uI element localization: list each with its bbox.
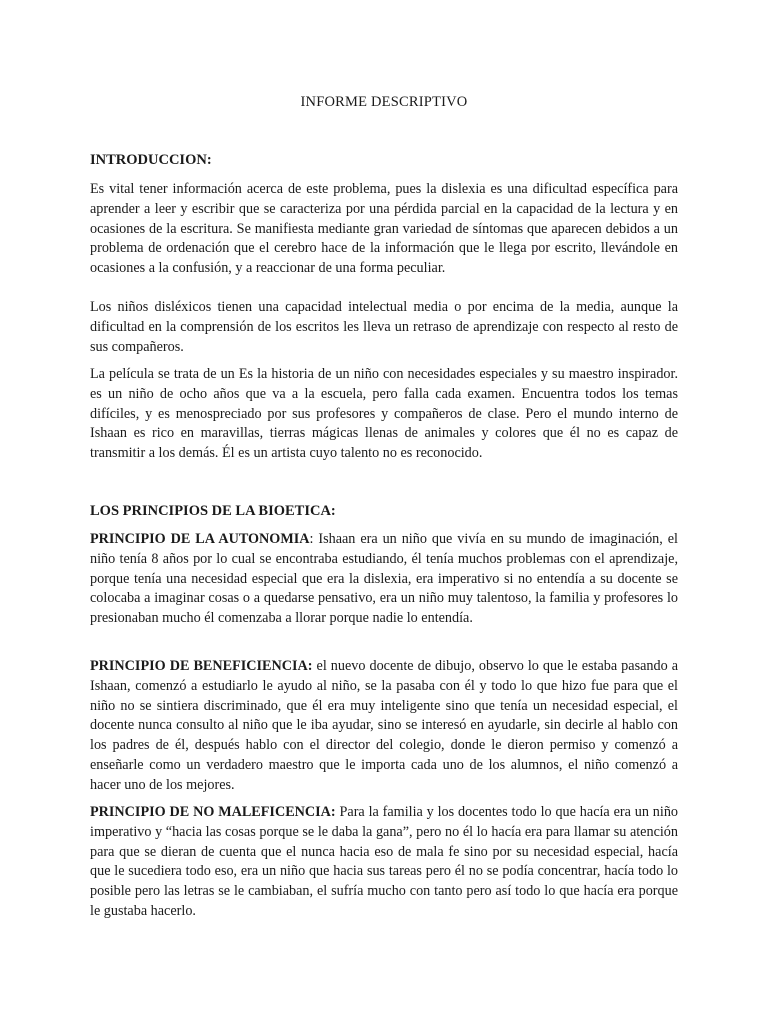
intro-paragraph-3: La película se trata de un Es la historia de un niño con necesidades especiales y su maestro inspirador. es un niño de ocho años que va a la escuela, pero falla cada examen. Encuentra todos los temas difíciles, y es menospreciado por sus profesores y compañeros de clase. Pero el mundo interno de Ishaan es rico en maravillas, tierras mágicas llenas de animales y colores que él no es capaz de transmitir a los demás. Él es un artista cuyo talento no es reconocido. xyxy=(90,366,678,462)
principle-beneficence-text: el nuevo docente de dibujo, observo lo que le estaba pasando a Ishaan, comenzó a estudiarlo le ayudo al niño, se la pasaba con él y todo lo que hizo fue para que el niño no se sintiera discriminado, que él era muy inteligente sino que tenía un necesidad especial, el docente nunca consulto al niño que le iba ayudar, sino se interesó en ayudarle, sin decirle al hablo con los padres de él, después hablo con el director del colegio, donde le dieron permiso y comenzó a enseñarle como un verdadero maestro que le importa cada uno de los alumnos, el niño comenzó a hacer uno de los mejores. xyxy=(90,658,678,793)
principle-beneficence xyxy=(90,657,678,796)
principles-heading: LOS PRINCIPIOS DE LA BIOETICA: xyxy=(90,503,336,519)
principle-non-maleficence-label: PRINCIPIO DE NO MALEFICENCIA: xyxy=(90,804,336,820)
principle-non-maleficence-text: Para la familia y los docentes todo lo que hacía era un niño imperativo y “hacia las cosas porque se le daba la gana”, pero no él lo hacía era para llamar su atención para que se dieran de cuenta que el nunca hacia eso de mala fe sino por su necesidad especial, hacía que le sucediera todo eso, era un niño que hacia sus tareas pero él no se podía concentrar, hacía todo lo posible pero las letras se le cambiaban, el sufría mucho con tanto pero así todo lo que hacía era porque le gustaba hacerlo. xyxy=(90,804,679,919)
principle-autonomy-label: PRINCIPIO DE LA AUTONOMIA xyxy=(90,531,310,547)
principle-beneficence-label: PRINCIPIO DE BENEFICIENCIA: xyxy=(90,658,313,674)
intro-paragraph-1: Es vital tener información acerca de este problema, pues la dislexia es una dificultad específica para aprender a leer y escribir que se caracteriza por una pérdida parcial en la capacidad de la lectura y en ocasiones de la escritura. Se manifiesta mediante gran variedad de síntomas que aparecen debidos a un problema de ordenación que el cerebro hace de la información que le llega por escrito, llevándole en ocasiones a la confusión, y a reaccionar de una forma peculiar. xyxy=(90,181,678,277)
principle-autonomy-text: : Ishaan era un niño que vivía en su mundo de imaginación, el niño tenía 8 años por lo cual se encontraba estudiando, él tenía muchos problemas con el aprendizaje, porque tenía una necesidad especial que era la dislexia, era imperativo si no entendía a su docente se colocaba a imaginar cosas o a quedarse pensativo, era un niño muy talentoso, la familia y profesores lo presionaban mucho él comenzaba a llorar porque nadie lo entendía. xyxy=(90,531,678,627)
principle-non-maleficence xyxy=(90,803,678,922)
intro-paragraph-2: Los niños disléxicos tienen una capacidad intelectual media o por encima de la media, aunque la dificultad en la comprensión de los escritos les lleva un retraso de aprendizaje con respecto al resto de sus compañeros. xyxy=(90,299,678,355)
document-title: INFORME DESCRIPTIVO xyxy=(300,94,468,110)
intro-heading: INTRODUCCION: xyxy=(90,152,212,168)
principle-autonomy xyxy=(90,530,678,629)
